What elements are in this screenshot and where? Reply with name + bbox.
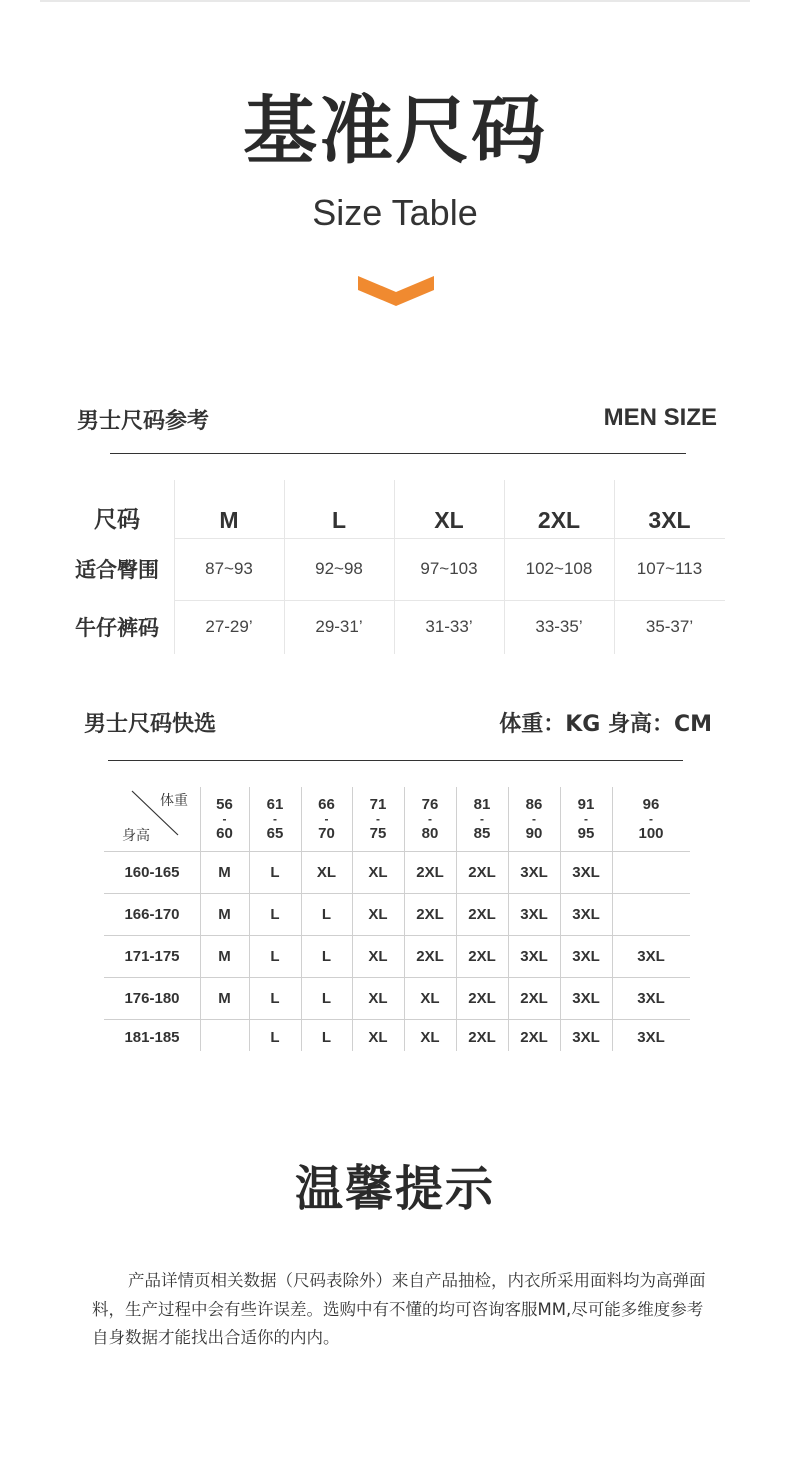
table-header-row xyxy=(60,480,725,538)
tips-body: 产品详情页相关数据（尺码表除外）来自产品抽检，内衣所采用面料均为高弹面料，生产过程中会有些许误差。选购中有不懂的均可咨询客服MM,尽可能多维度参考自身数据才能找出合适你的内内。 xyxy=(92,1271,706,1347)
weight-header: 86 - 90 xyxy=(525,796,543,842)
size-cell: XL xyxy=(368,947,388,965)
table-cell: 107~113 xyxy=(636,559,703,578)
size-cell: 3XL xyxy=(520,863,548,881)
row-label: 牛仔裤码 xyxy=(75,616,159,640)
section-divider xyxy=(108,760,683,761)
size-cell: 2XL xyxy=(416,863,444,881)
size-cell: 3XL xyxy=(572,1028,600,1046)
size-cell: M xyxy=(218,989,231,1007)
size-cell: 3XL xyxy=(572,989,600,1007)
table-cell: 35-37’ xyxy=(645,617,694,636)
weight-corner-label: 体重 xyxy=(160,792,188,808)
size-header: XL xyxy=(434,507,464,533)
size-cell: L xyxy=(321,1028,332,1046)
height-range-label: 166-170 xyxy=(124,905,180,923)
table-header-row xyxy=(104,787,690,851)
size-cell xyxy=(200,1019,249,1055)
quick-select-table xyxy=(104,787,690,1055)
table-cell: 27-29’ xyxy=(205,617,253,636)
weight-header: 96 - 100 xyxy=(638,796,664,842)
size-cell: XL xyxy=(368,863,388,881)
size-cell: 2XL xyxy=(468,1028,496,1046)
height-corner-label: 身高 xyxy=(122,827,150,843)
table-cell: 102~108 xyxy=(525,559,593,578)
size-cell: M xyxy=(218,905,231,923)
height-range-label: 171-175 xyxy=(124,947,180,965)
size-cell: L xyxy=(270,989,280,1007)
tips-title: 温馨提示 xyxy=(294,1161,495,1217)
row-label: 适合臀围 xyxy=(75,558,159,582)
size-cell: 2XL xyxy=(468,863,496,881)
table-cell: 87~93 xyxy=(205,559,253,578)
size-cell: 3XL xyxy=(637,989,665,1007)
size-cell: XL xyxy=(368,989,388,1007)
table-cell: 97~103 xyxy=(420,559,478,578)
size-cell: 3XL xyxy=(572,947,600,965)
chevron-down-icon xyxy=(358,276,434,306)
size-cell: 3XL xyxy=(637,947,665,965)
size-cell: 3XL xyxy=(520,905,548,923)
table-cell: 29-31’ xyxy=(315,617,363,636)
size-cell: 3XL xyxy=(520,947,548,965)
weight-header: 71 - 75 xyxy=(369,796,387,842)
size-cell: L xyxy=(270,1028,280,1046)
table-row xyxy=(104,851,690,893)
size-header: 2XL xyxy=(537,507,581,533)
table-cell: 92~98 xyxy=(315,559,363,578)
men-size-title-en: MEN SIZE xyxy=(603,404,717,431)
size-cell: L xyxy=(270,905,280,923)
size-cell: XL xyxy=(316,863,337,881)
height-range-label: 181-185 xyxy=(124,1028,180,1046)
size-cell: 3XL xyxy=(572,905,600,923)
size-cell: XL xyxy=(420,989,440,1007)
size-cell: M xyxy=(218,863,231,881)
size-cell: L xyxy=(270,863,280,881)
size-cell: 2XL xyxy=(520,989,548,1007)
size-cell: 2XL xyxy=(416,947,444,965)
table-row xyxy=(60,538,725,600)
table-row xyxy=(104,1019,690,1055)
page-subtitle: Size Table xyxy=(312,192,478,233)
weight-header: 56 - 60 xyxy=(216,796,233,842)
table-row xyxy=(60,600,725,654)
top-divider xyxy=(40,0,750,2)
size-cell xyxy=(612,893,690,935)
size-header: M xyxy=(219,507,239,533)
size-cell: 2XL xyxy=(468,947,496,965)
size-cell: L xyxy=(270,947,280,965)
size-cell: 2XL xyxy=(468,905,496,923)
page-title: 基准尺码 xyxy=(243,88,547,174)
weight-header: 91 - 95 xyxy=(577,796,595,842)
size-cell: 3XL xyxy=(637,1028,665,1046)
height-range-label: 176-180 xyxy=(124,989,180,1007)
size-cell xyxy=(612,851,690,893)
height-range-label: 160-165 xyxy=(124,863,180,881)
table-row xyxy=(104,935,690,977)
size-cell: L xyxy=(321,905,332,923)
size-cell: 3XL xyxy=(572,863,600,881)
size-cell: L xyxy=(321,989,332,1007)
weight-header: 61 - 65 xyxy=(266,796,284,842)
size-cell: 2XL xyxy=(416,905,444,923)
men-size-table xyxy=(60,480,725,654)
size-header-label: 尺码 xyxy=(94,506,140,532)
corner-cell xyxy=(104,787,200,851)
size-cell: XL xyxy=(420,1028,440,1046)
quick-select-units: 体重：KG 身高：CM xyxy=(499,712,712,737)
table-row xyxy=(104,977,690,1019)
table-row xyxy=(104,893,690,935)
size-cell: XL xyxy=(368,1028,388,1046)
section-divider xyxy=(110,453,686,454)
size-header: 3XL xyxy=(648,507,691,533)
size-header: L xyxy=(331,507,347,533)
size-cell: 2XL xyxy=(520,1028,548,1046)
table-cell: 31-33’ xyxy=(425,617,473,636)
size-cell: 2XL xyxy=(468,989,496,1007)
weight-header: 81 - 85 xyxy=(473,796,491,842)
size-cell: M xyxy=(218,947,231,965)
quick-select-title: 男士尺码快选 xyxy=(84,712,217,737)
men-size-title: 男士尺码参考 xyxy=(77,409,210,434)
weight-header: 66 - 70 xyxy=(318,796,335,842)
weight-header: 76 - 80 xyxy=(421,796,439,842)
size-cell: L xyxy=(321,947,332,965)
size-cell: XL xyxy=(368,905,388,923)
table-cell: 33-35’ xyxy=(535,617,583,636)
